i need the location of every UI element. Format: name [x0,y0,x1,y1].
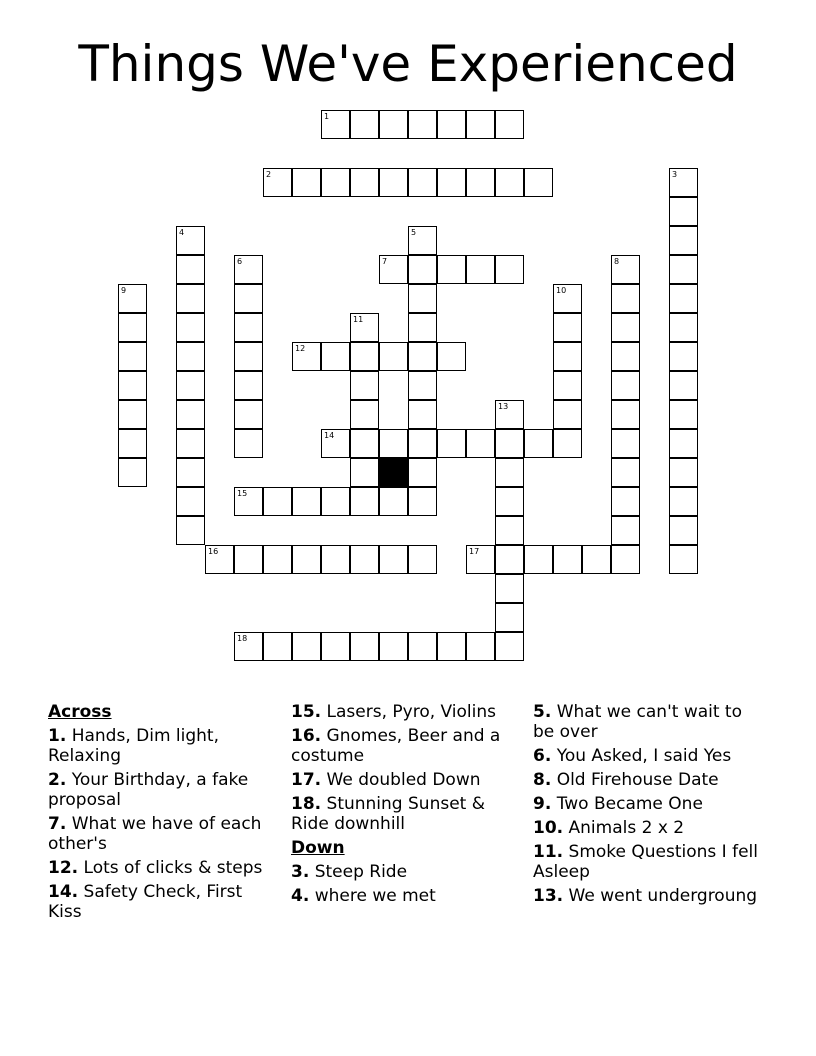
clue-item [533,842,763,882]
clue-item [291,770,521,790]
grid-cell[interactable] [176,371,205,400]
grid-cell[interactable] [611,371,640,400]
grid-cell[interactable] [669,284,698,313]
grid-cell[interactable] [495,545,524,574]
clue-item-text: Steep Ride [314,862,408,882]
grid-cell[interactable] [437,342,466,371]
grid-cell[interactable] [350,168,379,197]
grid-cell[interactable] [611,516,640,545]
clue-item [48,770,278,810]
grid-cell[interactable] [350,371,379,400]
grid-cell[interactable] [466,632,495,661]
puzzle-title: Things We've Experienced [78,35,738,93]
grid-cell[interactable] [495,429,524,458]
grid-cell[interactable] [118,400,147,429]
grid-cell[interactable] [553,342,582,371]
clue-number: 2 [266,170,272,179]
grid-cell[interactable] [437,632,466,661]
clue-item-number: 11. [533,842,564,862]
clue-column-3 [533,702,763,910]
grid-cell[interactable] [379,632,408,661]
clue-item-text: Old Firehouse Date [556,770,719,790]
grid-cell[interactable] [350,487,379,516]
grid-cell[interactable] [350,429,379,458]
grid-cell[interactable] [495,255,524,284]
grid-cell[interactable] [176,487,205,516]
clue-item-text: We doubled Down [326,770,481,790]
grid-cell[interactable] [553,371,582,400]
clue-number: 7 [382,257,388,266]
grid-cell[interactable] [669,255,698,284]
clue-item [291,862,521,882]
grid-cell[interactable] [524,168,553,197]
grid-cell[interactable] [176,342,205,371]
grid-cell[interactable] [611,284,640,313]
grid-cell[interactable] [379,487,408,516]
clue-item [291,794,521,834]
grid-cell[interactable] [408,429,437,458]
grid-cell[interactable] [263,545,292,574]
clue-item-number: 5. [533,702,552,722]
grid-cell[interactable] [669,342,698,371]
grid-cell[interactable] [176,400,205,429]
clue-number: 1 [324,112,330,121]
grid-cell[interactable] [437,110,466,139]
grid-cell[interactable] [495,458,524,487]
clue-item-text: Two Became One [556,794,703,814]
clue-item-number: 9. [533,794,552,814]
grid-cell[interactable] [321,487,350,516]
clue-item-text: Safety Check, First Kiss [48,882,243,922]
grid-cell[interactable] [379,110,408,139]
clue-item-number: 7. [48,814,67,834]
grid-cell[interactable] [118,429,147,458]
grid-cell[interactable] [437,429,466,458]
grid-cell[interactable] [437,168,466,197]
grid-cell[interactable] [234,284,263,313]
grid-cell[interactable] [524,545,553,574]
clue-item-number: 12. [48,858,79,878]
grid-cell[interactable] [321,632,350,661]
clue-number: 10 [556,286,567,295]
clue-item-number: 16. [291,726,322,746]
grid-cell[interactable] [669,400,698,429]
clue-item-text: Your Birthday, a fake proposal [48,770,249,810]
clue-item-number: 10. [533,818,564,838]
grid-cell[interactable] [292,632,321,661]
clue-item-text: We went undergroung [568,886,758,906]
grid-cell[interactable] [118,371,147,400]
grid-cell[interactable] [669,545,698,574]
grid-cell[interactable] [611,342,640,371]
clue-item [48,882,278,922]
grid-cell[interactable] [466,168,495,197]
clue-item-number: 6. [533,746,552,766]
grid-cell[interactable] [379,545,408,574]
clue-item-number: 3. [291,862,310,882]
clue-item [533,794,763,814]
grid-cell[interactable] [292,168,321,197]
clue-item [48,814,278,854]
clue-number: 18 [237,634,248,643]
grid-cell[interactable] [582,545,611,574]
grid-cell[interactable] [350,545,379,574]
clue-item [291,702,521,722]
grid-cell[interactable] [176,516,205,545]
clue-item-number: 18. [291,794,322,814]
clue-number: 6 [237,257,243,266]
grid-cell[interactable] [408,110,437,139]
clue-item-number: 8. [533,770,552,790]
grid-cell[interactable] [495,574,524,603]
grid-cell[interactable] [495,110,524,139]
clue-item-number: 4. [291,886,310,906]
grid-cell[interactable] [176,458,205,487]
clue-item [48,858,278,878]
grid-cell[interactable] [437,255,466,284]
grid-cell[interactable] [669,226,698,255]
grid-cell[interactable] [669,371,698,400]
clue-item [291,886,521,906]
grid-cell[interactable] [408,545,437,574]
grid-cell[interactable] [379,168,408,197]
grid-cell[interactable] [669,458,698,487]
clue-number: 11 [353,315,364,324]
clue-column-2 [291,702,521,910]
clue-number: 17 [469,547,480,556]
clue-column-1 [48,702,278,926]
grid-cell[interactable] [495,632,524,661]
grid-cell[interactable] [350,458,379,487]
grid-cell[interactable] [350,400,379,429]
clue-item-text: where we met [314,886,436,906]
clue-item-text: Smoke Questions I fell Asleep [533,842,758,882]
clue-number: 13 [498,402,509,411]
grid-cell[interactable] [553,400,582,429]
grid-cell[interactable] [176,313,205,342]
clue-number: 9 [121,286,127,295]
grid-cell[interactable] [350,342,379,371]
black-cell [379,458,408,487]
clue-number: 4 [179,228,185,237]
grid-cell[interactable] [234,313,263,342]
grid-cell[interactable] [379,429,408,458]
clue-item-number: 2. [48,770,67,790]
grid-cell[interactable] [408,342,437,371]
clue-number: 15 [237,489,248,498]
grid-cell[interactable] [669,197,698,226]
clue-item-text: You Asked, I said Yes [556,746,732,766]
clue-item-text: Lasers, Pyro, Violins [326,702,496,722]
grid-cell[interactable] [524,429,553,458]
grid-cell[interactable] [669,313,698,342]
grid-cell[interactable] [611,429,640,458]
grid-cell[interactable] [234,545,263,574]
grid-cell[interactable] [176,284,205,313]
grid-cell[interactable] [118,313,147,342]
grid-cell[interactable] [292,487,321,516]
grid-cell[interactable] [292,545,321,574]
clue-item-text: Lots of clicks & steps [83,858,263,878]
grid-cell[interactable] [234,429,263,458]
grid-cell[interactable] [669,487,698,516]
grid-cell[interactable] [408,632,437,661]
grid-cell[interactable] [408,284,437,313]
grid-cell[interactable] [553,545,582,574]
grid-cell[interactable] [611,458,640,487]
clue-item-text: Hands, Dim light, Relaxing [48,726,219,766]
clue-item-number: 1. [48,726,67,746]
grid-cell[interactable] [408,487,437,516]
clue-item [533,770,763,790]
grid-cell[interactable] [611,313,640,342]
clue-item-number: 17. [291,770,322,790]
grid-cell[interactable] [408,400,437,429]
clue-number: 8 [614,257,620,266]
clue-item [533,746,763,766]
grid-cell[interactable] [379,342,408,371]
clue-number: 12 [295,344,306,353]
clue-item [533,886,763,906]
grid-cell[interactable] [495,487,524,516]
grid-cell[interactable] [263,487,292,516]
grid-cell[interactable] [118,458,147,487]
grid-cell[interactable] [495,603,524,632]
grid-cell[interactable] [553,313,582,342]
grid-cell[interactable] [408,313,437,342]
grid-cell[interactable] [350,110,379,139]
grid-cell[interactable] [466,110,495,139]
grid-cell[interactable] [495,168,524,197]
clue-item [533,702,763,742]
grid-cell[interactable] [234,342,263,371]
grid-cell[interactable] [611,487,640,516]
grid-cell[interactable] [669,429,698,458]
grid-cell[interactable] [321,545,350,574]
clue-item-text: Gnomes, Beer and a costume [291,726,501,766]
grid-cell[interactable] [466,255,495,284]
grid-cell[interactable] [321,168,350,197]
clue-item-number: 14. [48,882,79,902]
grid-cell[interactable] [176,429,205,458]
grid-cell[interactable] [234,400,263,429]
clue-item-number: 13. [533,886,564,906]
clue-number: 3 [672,170,678,179]
grid-cell[interactable] [611,545,640,574]
grid-cell[interactable] [408,458,437,487]
grid-cell[interactable] [263,632,292,661]
section-heading: Across [48,702,112,722]
grid-cell[interactable] [176,255,205,284]
clue-item [533,818,763,838]
grid-cell[interactable] [408,255,437,284]
clue-item [291,726,521,766]
grid-cell[interactable] [321,342,350,371]
clue-item-text: Stunning Sunset & Ride downhill [291,794,485,834]
grid-cell[interactable] [611,400,640,429]
grid-cell[interactable] [466,429,495,458]
grid-cell[interactable] [495,516,524,545]
grid-cell[interactable] [408,371,437,400]
clue-item-text: Animals 2 x 2 [568,818,685,838]
grid-cell[interactable] [350,632,379,661]
grid-cell[interactable] [118,342,147,371]
clue-number: 16 [208,547,219,556]
grid-cell[interactable] [234,371,263,400]
clue-item-text: What we can't wait to be over [533,702,743,742]
clue-item-text: What we have of each other's [48,814,262,854]
grid-cell[interactable] [669,516,698,545]
grid-cell[interactable] [408,168,437,197]
clue-item-number: 15. [291,702,322,722]
clue-item [48,726,278,766]
section-heading: Down [291,838,345,858]
grid-cell[interactable] [553,429,582,458]
clue-number: 5 [411,228,417,237]
clue-number: 14 [324,431,335,440]
